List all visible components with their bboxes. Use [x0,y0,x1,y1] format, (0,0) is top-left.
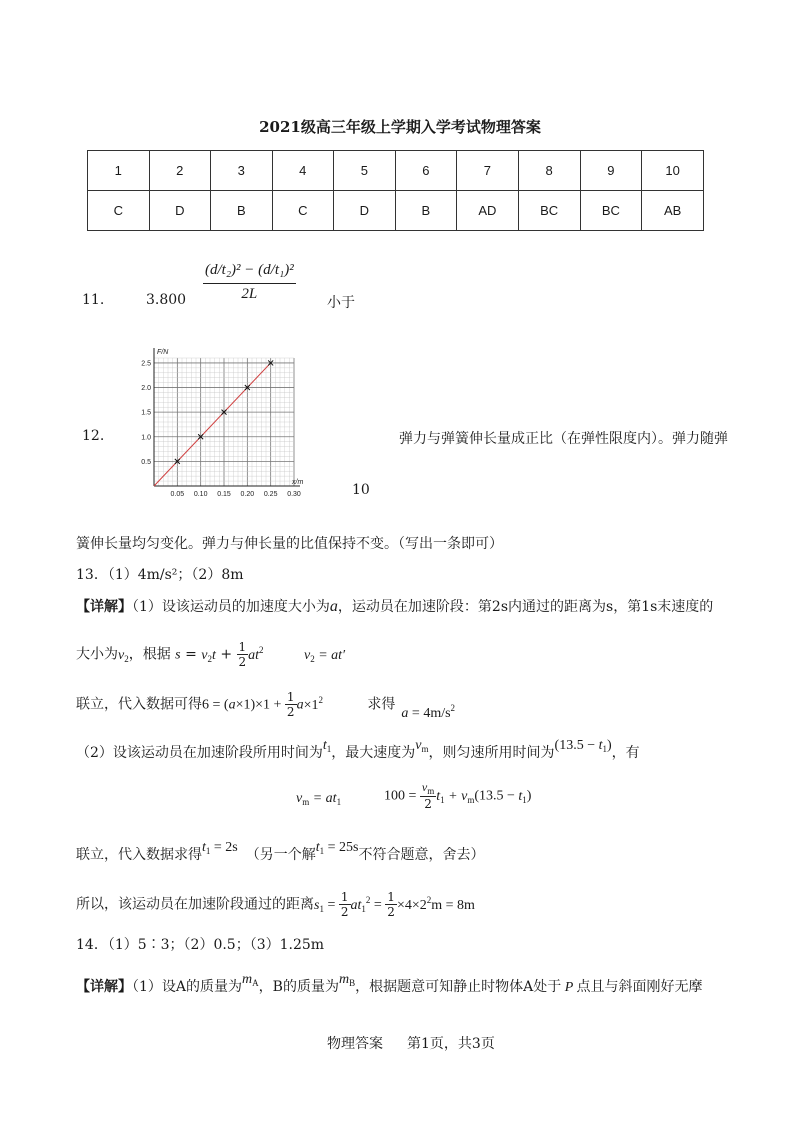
q11-number: 11. [82,292,105,308]
fraction: $\frac{1}{2}$ [286,690,295,719]
q13-equation-1: $v_m = at_1$ [296,791,342,807]
q11-answer: 小于 [327,295,355,311]
table-cell: C [272,191,334,231]
text: ，最大速度为 [331,745,416,761]
text: ，则匀速所用时间为 [428,745,555,761]
text: 不符合题意，舍去） [358,847,485,863]
table-cell: B [211,191,273,231]
text: ，根据 [128,646,171,663]
text: ，有 [611,745,640,761]
table-cell: BC [518,191,580,231]
x-tick-label: 0.10 [193,491,208,498]
table-cell: 5 [334,151,396,191]
table-cell: BC [580,191,642,231]
q13-detail-line6: 联立，代入数据求得$t_1 = 2s$ （另一个解$t_1 = 25s$不符合题意，舍去） [76,840,485,863]
text: （1）设A的质量为 [132,979,243,995]
text: 所以，该运动员在加速阶段通过的距离 [76,896,314,913]
table-cell: 3 [211,151,273,191]
math: a [329,598,338,615]
q13-detail-line3: 联立，代入数据可得6 = (a×1)×1 + $\frac{1}{2}$ $a\times 1^2$ 求得$a = 4m/s^2$ [76,690,456,721]
text: ，运动员在加速阶段：第2s内通过的距离为s，第1s末速度的 [337,599,714,615]
math: s [175,647,181,663]
detail-label: 【详解】 [76,979,132,995]
q12-text-line2: 簧伸长量均匀变化。弹力与伸长量的比值保持不变。（写出一条即可） [76,536,503,552]
table-cell: C [88,191,150,231]
text: （1）设该运动员的加速度大小为 [132,599,330,615]
math: $at^2$ [248,644,264,663]
text: 大小为 [76,646,118,663]
q11-value: 3.800 [146,292,187,308]
table-cell: 4 [272,151,334,191]
answer-table [87,150,704,231]
table-cell: AD [457,191,519,231]
y-tick-label: 2.5 [141,360,151,368]
y-tick-label: 0.5 [141,458,151,466]
x-tick-label: 0.15 [217,491,231,498]
fraction: $\frac{v_m}{2}$ [421,780,435,811]
q14-answer: 14．（1）5∶3；（2）0.5；（3）1.25m [76,937,325,953]
table-cell: AB [642,191,704,231]
table-cell: 1 [88,151,150,191]
table-cell: 10 [642,151,704,191]
fraction: $\frac{1}{2}$ [387,890,395,919]
y-tick-label: 1.5 [141,409,151,417]
table-row-numbers [88,151,704,191]
table-cell: 8 [518,151,580,191]
table-row-answers [88,191,704,231]
x-tick-label: 0.05 [170,491,185,498]
table-cell: 2 [149,151,211,191]
q13-detail-line2: 大小为$v_2$，根据 $s = v_2t$ + $\frac{1}{2}$ $at^2$ $v_2 = at'$ [76,640,346,669]
text: （2）设该运动员在加速阶段所用时间为 [76,745,323,761]
table-cell: D [334,191,396,231]
text: （另一个解 [245,847,316,863]
q12-tail-value: 10 [352,482,370,498]
q13-detail-line4: （2）设该运动员在加速阶段所用时间为$t_1$，最大速度为$v_m$，则匀速所用时间为$(13.5 - t_1)$，有 [76,738,640,761]
math: $v_2 = at'$ [304,647,346,664]
q14-detail-line1: 【详解】（1）设A的质量为$m_A$，B的质量为$m_B$，根据题意可知静止时物体A处于 P 点且与斜面刚好无摩 [76,972,703,995]
table-cell: 7 [457,151,519,191]
q13-answer: 13．（1）4m/s²；（2）8m [76,567,244,583]
math: $v_2$ [118,647,129,664]
q11-formula-numerator: (d/t₂)² − (d/t₁)² [203,262,296,284]
footer-page-number: 第1页，共3页 [407,1036,495,1052]
fit-line [154,363,271,486]
footer-subject: 物理答案 [327,1036,383,1052]
table-cell: 9 [580,151,642,191]
q11-formula-denominator: 2L [241,286,258,302]
detail-label: 【详解】 [76,599,132,615]
y-tick-label: 1.0 [141,434,151,442]
q12-number: 12. [82,428,105,444]
fraction: $\frac{1}{2}$ [238,640,247,669]
text: 点且与斜面刚好无摩 [576,979,703,995]
page-title: 2021级高三年级上学期入学考试物理答案 [259,118,541,136]
x-tick-label: 0.25 [263,491,278,498]
text: 联立，代入数据可得 [76,696,202,713]
y-axis-label: F/N [157,349,169,356]
q12-chart [132,348,312,500]
text: 联立，代入数据求得 [76,847,202,863]
table-cell: D [149,191,211,231]
x-tick-label: 0.30 [287,491,301,498]
x-tick-label: 0.20 [240,491,255,498]
text: 求得 [367,696,396,713]
table-cell: B [395,191,457,231]
text: ，根据题意可知静止时物体A处于 [355,979,562,995]
q12-text-line1: 弹力与弹簧伸长量成正比（在弹性限度内）。弹力随弹 [399,431,728,447]
y-tick-label: 2.0 [141,385,151,393]
x-axis-label: x/m [292,479,304,486]
q13-detail-line1 [76,596,713,616]
table-cell: 6 [395,151,457,191]
text: ，B的质量为 [258,979,339,995]
fraction: $\frac{1}{2}$ [340,890,349,919]
math: $v_2t$ [201,647,216,664]
q11-formula [203,262,296,303]
q13-detail-line7: 所以，该运动员在加速阶段通过的距离$s_1$ = $\frac{1}{2}$ $at_1^2$ = $\frac{1}{2}$ $\times 4\times 2^2m = 8m$ [76,890,475,919]
q13-equation-2: 100 = $\frac{v_m}{2}$ $t_1 + v_m(13.5 - t_1)$ [384,780,532,811]
